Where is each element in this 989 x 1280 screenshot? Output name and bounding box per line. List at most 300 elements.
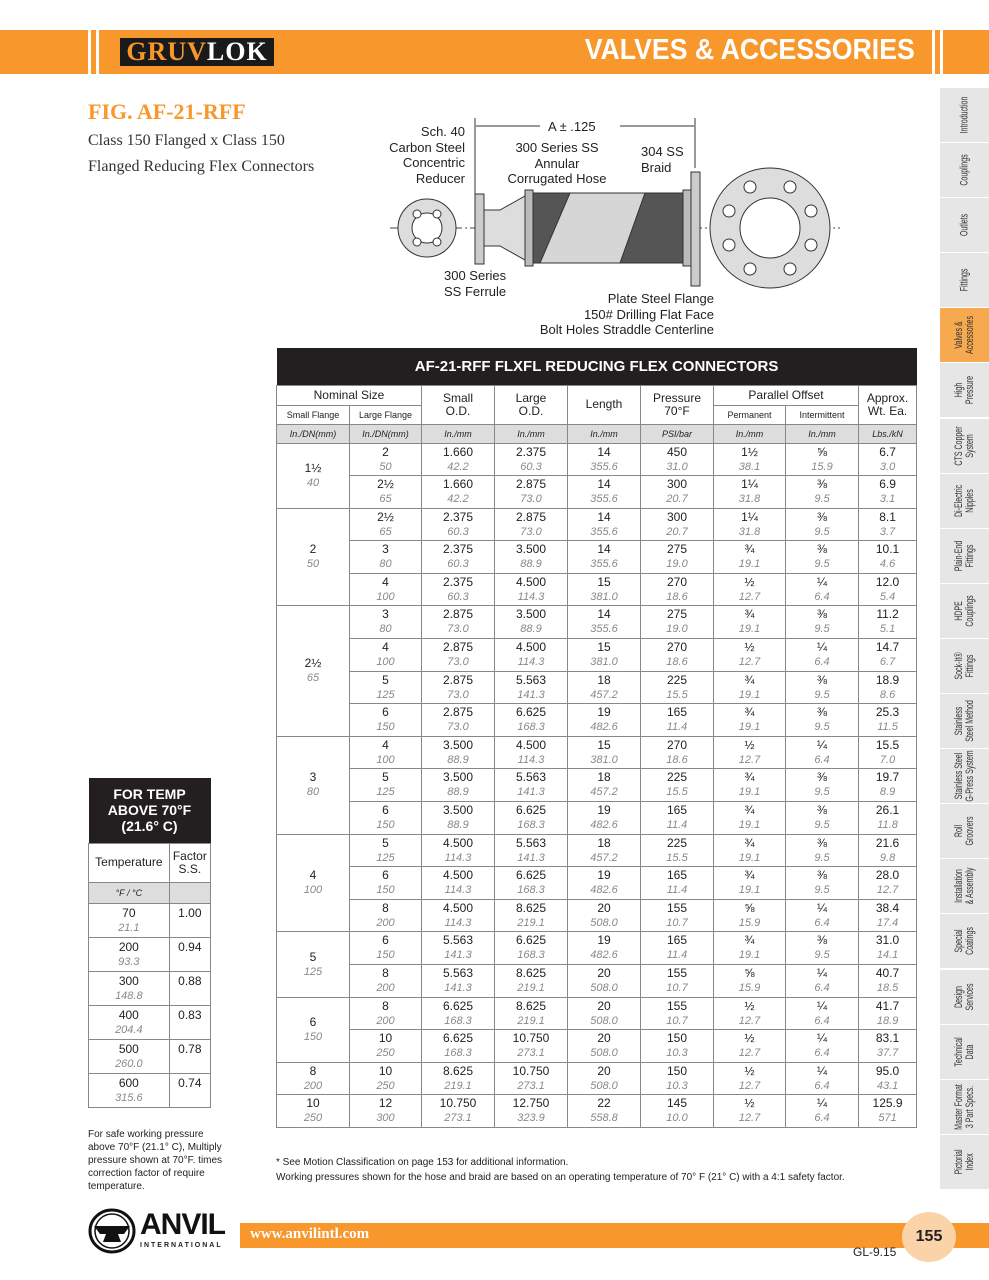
- label-ferrule: 300 Series SS Ferrule: [444, 268, 507, 299]
- value-in: 150: [666, 1063, 688, 1078]
- value-metric: 60.3: [520, 460, 542, 473]
- factor: 0.88: [169, 971, 210, 1005]
- temp-table-title: FOR TEMP ABOVE 70°F (21.6° C): [89, 778, 211, 843]
- offset-intermittent: [786, 443, 859, 476]
- side-tab[interactable]: [940, 474, 989, 528]
- value-in: ⅜: [816, 509, 827, 524]
- side-tab[interactable]: [940, 198, 989, 252]
- side-tab[interactable]: [940, 639, 989, 693]
- value-metric: 10.0: [666, 1112, 688, 1125]
- temp-row: [89, 971, 211, 1005]
- factor: 0.83: [169, 1005, 210, 1039]
- value-in: 8: [382, 900, 389, 915]
- value-in: 18.9: [875, 672, 900, 687]
- value-metric: 60.3: [447, 558, 469, 571]
- value-metric: 15.9: [738, 916, 761, 929]
- value-metric: 43.1: [876, 1079, 899, 1092]
- offset-intermittent: [786, 508, 859, 541]
- table-row: [277, 932, 917, 965]
- factor: 0.74: [169, 1073, 210, 1107]
- value-in: 6.625: [515, 868, 547, 883]
- small-od: [422, 769, 495, 802]
- large-flange: [350, 639, 422, 672]
- small-od: [422, 1030, 495, 1063]
- value-metric: 11.4: [666, 721, 688, 734]
- value-metric: 20.7: [666, 525, 688, 538]
- temp-row: [89, 937, 211, 971]
- value-metric: 457.2: [590, 786, 618, 799]
- offset-intermittent: [786, 1062, 859, 1095]
- value-in: 6.9: [879, 477, 896, 492]
- value-in: 14.7: [875, 640, 900, 655]
- value-in: ¼: [816, 1096, 827, 1111]
- unit-label: In./mm: [786, 424, 859, 443]
- value-metric: 12.7: [738, 1079, 761, 1092]
- pressure: [641, 802, 714, 835]
- value-in: 1¼: [741, 477, 758, 492]
- value-metric: 125: [376, 688, 395, 701]
- col-small-flange: Small Flange: [277, 405, 350, 424]
- offset-permanent: [714, 573, 786, 606]
- large-od: [495, 802, 568, 835]
- value-in: 4.500: [515, 574, 547, 589]
- side-tab[interactable]: [940, 1135, 989, 1189]
- table-row: [277, 1062, 917, 1095]
- value-metric: 114.3: [444, 916, 472, 929]
- weight: [859, 443, 917, 476]
- value-metric: 508.0: [590, 1014, 618, 1027]
- value-in: 4.500: [515, 640, 547, 655]
- value-metric: 31.8: [738, 525, 761, 538]
- side-tab-label: Sock-It® Fittings: [952, 652, 976, 680]
- large-flange: [350, 476, 422, 509]
- small-od: [422, 965, 495, 998]
- divider: [940, 30, 943, 74]
- temp-f: 70: [122, 905, 136, 920]
- value-in: 1.660: [442, 444, 474, 459]
- value-in: 2.375: [442, 542, 474, 557]
- value-in: 20: [597, 998, 611, 1013]
- offset-permanent: [714, 508, 786, 541]
- section-title: VALVES & ACCESSORIES: [584, 34, 915, 66]
- side-tab-label: Stainless Steel Method: [952, 700, 976, 742]
- anvil-logo-icon: [88, 1208, 138, 1254]
- value-in: 21.6: [875, 835, 900, 850]
- temperature: [89, 937, 170, 971]
- value-metric: 168.3: [517, 721, 545, 734]
- side-tab[interactable]: [940, 363, 989, 417]
- value-metric: 9.5: [814, 623, 830, 636]
- temp-f: 500: [118, 1041, 139, 1056]
- pressure: [641, 671, 714, 704]
- value-in: 19: [597, 868, 611, 883]
- length: [568, 1062, 641, 1095]
- value-metric: 141.3: [517, 851, 545, 864]
- side-tab[interactable]: [940, 529, 989, 583]
- value-metric: 141.3: [444, 982, 472, 994]
- pressure: [641, 541, 714, 574]
- small-flange: [475, 194, 484, 264]
- temp-row: [89, 1005, 211, 1039]
- offset-intermittent: [786, 1030, 859, 1063]
- value-in: 19: [597, 705, 611, 720]
- value-metric: 482.6: [590, 819, 618, 832]
- table-row: [277, 606, 917, 639]
- small-od: [422, 704, 495, 737]
- value-metric: 323.9: [517, 1112, 545, 1125]
- side-tab[interactable]: [940, 584, 989, 638]
- offset-intermittent: [786, 736, 859, 769]
- value-metric: 273.1: [517, 1047, 545, 1060]
- label-flange: Plate Steel Flange 150# Drilling Flat Face Bolt Holes Straddle Centerline: [539, 291, 714, 337]
- value-in: 165: [666, 803, 688, 818]
- value-metric: 9.8: [879, 851, 896, 864]
- value-metric: 150: [376, 721, 395, 734]
- value-metric: 9.5: [814, 786, 830, 799]
- value-in: 6: [309, 1014, 317, 1029]
- offset-permanent: [714, 704, 786, 737]
- value-metric: 200: [303, 1079, 323, 1092]
- side-tab-label: High Pressure: [952, 376, 976, 405]
- value-metric: 73.0: [447, 688, 469, 701]
- large-od: [495, 476, 568, 509]
- side-tab[interactable]: [940, 914, 989, 968]
- unit-label: In./mm: [422, 424, 495, 443]
- pressure: [641, 443, 714, 476]
- value-metric: 114.3: [444, 884, 472, 897]
- small-od: [422, 1095, 495, 1128]
- value-metric: 9.5: [814, 688, 830, 701]
- value-in: 41.7: [875, 998, 900, 1013]
- value-metric: 12.7: [876, 884, 899, 897]
- pressure: [641, 1095, 714, 1128]
- value-in: 20: [597, 1063, 611, 1078]
- table-row: [277, 769, 917, 802]
- value-in: 14: [597, 509, 611, 524]
- table-row: [277, 476, 917, 509]
- value-metric: 19.0: [666, 623, 688, 636]
- table-row: [277, 965, 917, 998]
- document-id: GL-9.15: [853, 1245, 897, 1259]
- length: [568, 899, 641, 932]
- large-od: [495, 867, 568, 900]
- offset-permanent: [714, 443, 786, 476]
- value-in: ¾: [744, 770, 755, 785]
- temp-units: °F / °C: [89, 882, 170, 903]
- unit-label: In./DN(mm): [277, 424, 350, 443]
- value-metric: 9.5: [814, 884, 830, 897]
- large-flange: [350, 997, 422, 1030]
- value-metric: 9.5: [814, 819, 830, 832]
- value-metric: 219.1: [517, 916, 545, 929]
- weight: [859, 541, 917, 574]
- value-metric: 80: [306, 786, 320, 799]
- offset-permanent: [714, 997, 786, 1030]
- value-in: ½: [744, 737, 755, 752]
- value-in: 4.500: [442, 900, 474, 915]
- label-dimension: A ± .125: [548, 119, 596, 134]
- value-metric: 12.7: [738, 590, 761, 603]
- value-metric: 10.7: [666, 1014, 688, 1027]
- value-metric: 100: [376, 656, 395, 669]
- side-tab-label: Plain-End Fittings: [952, 540, 976, 572]
- value-in: 4: [382, 574, 389, 589]
- offset-intermittent: [786, 1095, 859, 1128]
- label-reducer: Sch. 40 Carbon Steel Concentric Reducer: [389, 124, 465, 186]
- offset-intermittent: [786, 573, 859, 606]
- value-in: 4: [382, 640, 389, 655]
- website-link[interactable]: www.anvilintl.com: [250, 1226, 370, 1242]
- value-in: ¼: [816, 1031, 827, 1046]
- value-in: 15: [597, 640, 611, 655]
- weight: [859, 899, 917, 932]
- value-metric: 15.5: [666, 786, 688, 799]
- large-od: [495, 573, 568, 606]
- value-metric: 88.9: [520, 558, 542, 571]
- large-od: [495, 671, 568, 704]
- value-in: 5.563: [515, 770, 547, 785]
- value-metric: 482.6: [590, 884, 618, 897]
- value-metric: 168.3: [517, 949, 545, 962]
- value-in: 1.660: [442, 477, 474, 492]
- table-row: [277, 639, 917, 672]
- value-metric: 150: [303, 1030, 323, 1043]
- value-in: 8.625: [442, 1063, 474, 1078]
- side-tab-label: CTS Copper System: [952, 425, 976, 466]
- pressure: [641, 867, 714, 900]
- side-tab-label: Introduction: [958, 96, 970, 134]
- small-od: [422, 443, 495, 476]
- value-in: 15: [597, 574, 611, 589]
- value-in: 15.5: [875, 737, 900, 752]
- offset-permanent: [714, 932, 786, 965]
- length: [568, 541, 641, 574]
- side-tab[interactable]: [940, 694, 989, 748]
- reducer: [484, 196, 525, 260]
- value-metric: 80: [379, 558, 392, 571]
- value-in: 3: [309, 770, 317, 785]
- temp-c: 315.6: [115, 1091, 143, 1104]
- value-metric: 10.7: [666, 916, 688, 929]
- footnote: Working pressures shown for the hose and braid are based on an operating temperature of 70° F (21° C) with a 4:1 safety factor.: [276, 1172, 845, 1183]
- large-flange: [350, 769, 422, 802]
- value-metric: 571: [878, 1112, 897, 1125]
- value-in: ⅜: [816, 803, 827, 818]
- unit-label: PSI/bar: [641, 424, 714, 443]
- table-row: [277, 867, 917, 900]
- weight: [859, 834, 917, 867]
- value-metric: 8.6: [879, 688, 896, 701]
- value-metric: 5.4: [879, 590, 896, 603]
- value-in: 19: [597, 933, 611, 948]
- value-metric: 73.0: [447, 656, 469, 669]
- value-metric: 19.0: [666, 558, 688, 571]
- value-metric: 150: [376, 884, 395, 897]
- offset-permanent: [714, 1030, 786, 1063]
- value-metric: 9.5: [814, 851, 830, 864]
- pressure: [641, 476, 714, 509]
- value-in: 2.875: [442, 640, 474, 655]
- divider: [88, 30, 91, 74]
- factor: 0.78: [169, 1039, 210, 1073]
- value-in: ¼: [816, 966, 827, 980]
- weight: [859, 1062, 917, 1095]
- side-tab[interactable]: [940, 859, 989, 913]
- value-in: ¾: [744, 933, 755, 948]
- col-large-od: Large O.D.: [495, 385, 568, 424]
- table-row: [277, 899, 917, 932]
- value-metric: 18.6: [666, 656, 688, 669]
- value-in: 3.500: [442, 803, 474, 818]
- value-metric: 42.2: [447, 493, 469, 506]
- value-in: 165: [666, 868, 688, 883]
- value-metric: 11.8: [877, 819, 898, 832]
- value-metric: 125: [376, 851, 395, 864]
- side-tab[interactable]: [940, 308, 989, 362]
- value-in: 2: [382, 444, 389, 459]
- value-metric: 19.1: [738, 623, 761, 636]
- value-in: 10: [306, 1096, 320, 1111]
- value-in: ⅜: [816, 770, 827, 785]
- side-tab-label: Outlets: [958, 214, 970, 237]
- value-metric: 15.5: [666, 851, 688, 864]
- value-in: 2.375: [442, 509, 474, 524]
- value-metric: 65: [379, 525, 392, 538]
- value-in: 4: [309, 868, 317, 883]
- weight: [859, 736, 917, 769]
- value-metric: 508.0: [590, 1079, 618, 1092]
- pressure: [641, 508, 714, 541]
- value-metric: 9.5: [814, 558, 830, 571]
- value-in: 8.625: [515, 998, 547, 1013]
- value-metric: 19.1: [738, 721, 761, 734]
- side-tab[interactable]: [940, 1080, 989, 1134]
- offset-intermittent: [786, 541, 859, 574]
- small-od: [422, 671, 495, 704]
- value-in: 5: [382, 835, 389, 850]
- offset-permanent: [714, 541, 786, 574]
- value-in: ⅜: [816, 607, 827, 622]
- large-od: [495, 1030, 568, 1063]
- value-metric: 11.4: [666, 819, 688, 832]
- value-in: 155: [666, 998, 688, 1013]
- value-in: ⅝: [744, 900, 755, 915]
- value-in: 1¼: [741, 509, 758, 524]
- length: [568, 965, 641, 998]
- col-pressure: Pressure 70°F: [641, 385, 714, 424]
- value-in: 20: [597, 900, 611, 915]
- value-metric: 19.1: [738, 558, 761, 571]
- pressure: [641, 932, 714, 965]
- side-tab[interactable]: [940, 88, 989, 142]
- side-tab[interactable]: [940, 970, 989, 1024]
- value-metric: 19.1: [738, 949, 761, 962]
- value-in: 5.563: [515, 672, 547, 687]
- side-tab[interactable]: [940, 253, 989, 307]
- side-tab[interactable]: [940, 143, 989, 197]
- large-od: [495, 639, 568, 672]
- weight: [859, 476, 917, 509]
- small-flange: [277, 1062, 350, 1095]
- value-metric: 200: [376, 916, 395, 929]
- value-metric: 12.7: [738, 656, 761, 669]
- col-large-flange: Large Flange: [350, 405, 422, 424]
- value-in: 6.625: [442, 998, 474, 1013]
- length: [568, 704, 641, 737]
- value-metric: 65: [306, 672, 320, 685]
- factor: 1.00: [169, 903, 210, 937]
- value-in: 2½: [304, 656, 322, 671]
- value-in: 40.7: [875, 966, 900, 980]
- value-in: 6: [382, 705, 389, 720]
- offset-permanent: [714, 671, 786, 704]
- value-in: 2.875: [442, 607, 474, 622]
- figure-number: FIG. AF-21-RFF: [88, 99, 246, 124]
- value-in: ¼: [816, 900, 827, 915]
- value-in: ⅜: [816, 835, 827, 850]
- side-tab-label: Valves & Accessories: [952, 316, 976, 355]
- large-flange: [350, 932, 422, 965]
- small-flange: [277, 1095, 350, 1128]
- value-in: ⅝: [816, 444, 827, 459]
- value-metric: 6.4: [814, 656, 830, 669]
- value-in: 10.1: [875, 542, 900, 557]
- value-metric: 168.3: [444, 1014, 472, 1027]
- value-metric: 6.7: [879, 656, 896, 669]
- large-flange: [350, 736, 422, 769]
- small-od: [422, 867, 495, 900]
- large-od: [495, 508, 568, 541]
- value-in: 18: [597, 770, 611, 785]
- large-flange: [350, 1030, 422, 1063]
- value-metric: 42.2: [447, 460, 469, 473]
- side-tab-label: Pictorial Index: [952, 1149, 976, 1175]
- side-tab[interactable]: [940, 749, 989, 803]
- value-in: ⅜: [816, 477, 827, 492]
- value-in: 8: [382, 966, 389, 980]
- value-metric: 31.8: [738, 493, 761, 506]
- value-in: 1½: [304, 460, 322, 475]
- value-in: ¾: [744, 607, 755, 622]
- value-metric: 73.0: [447, 721, 469, 734]
- small-od: [422, 736, 495, 769]
- temp-c: 260.0: [115, 1057, 143, 1070]
- side-tab-label: Stainless Steel G-Press System: [952, 750, 976, 802]
- value-in: 165: [666, 705, 688, 720]
- value-in: 275: [666, 542, 688, 557]
- offset-permanent: [714, 606, 786, 639]
- value-in: ¼: [816, 737, 827, 752]
- flex-connector-table: [276, 348, 917, 1128]
- value-in: 14: [597, 444, 611, 459]
- temperature-correction-table: [88, 778, 211, 1108]
- unit-label: In./mm: [568, 424, 641, 443]
- value-in: 8.625: [515, 900, 547, 915]
- gruvlok-logo: GRUV LOK: [118, 36, 276, 68]
- side-tab[interactable]: [940, 419, 989, 473]
- value-in: 5.563: [442, 966, 474, 980]
- large-od: [495, 932, 568, 965]
- large-od: [495, 736, 568, 769]
- value-in: 155: [666, 900, 688, 915]
- value-in: ⅜: [816, 933, 827, 948]
- value-metric: 355.6: [590, 623, 618, 636]
- value-metric: 200: [376, 1014, 395, 1027]
- value-metric: 250: [303, 1112, 323, 1125]
- side-tab[interactable]: [940, 804, 989, 858]
- side-tab[interactable]: [940, 1025, 989, 1079]
- small-flange: [277, 834, 350, 932]
